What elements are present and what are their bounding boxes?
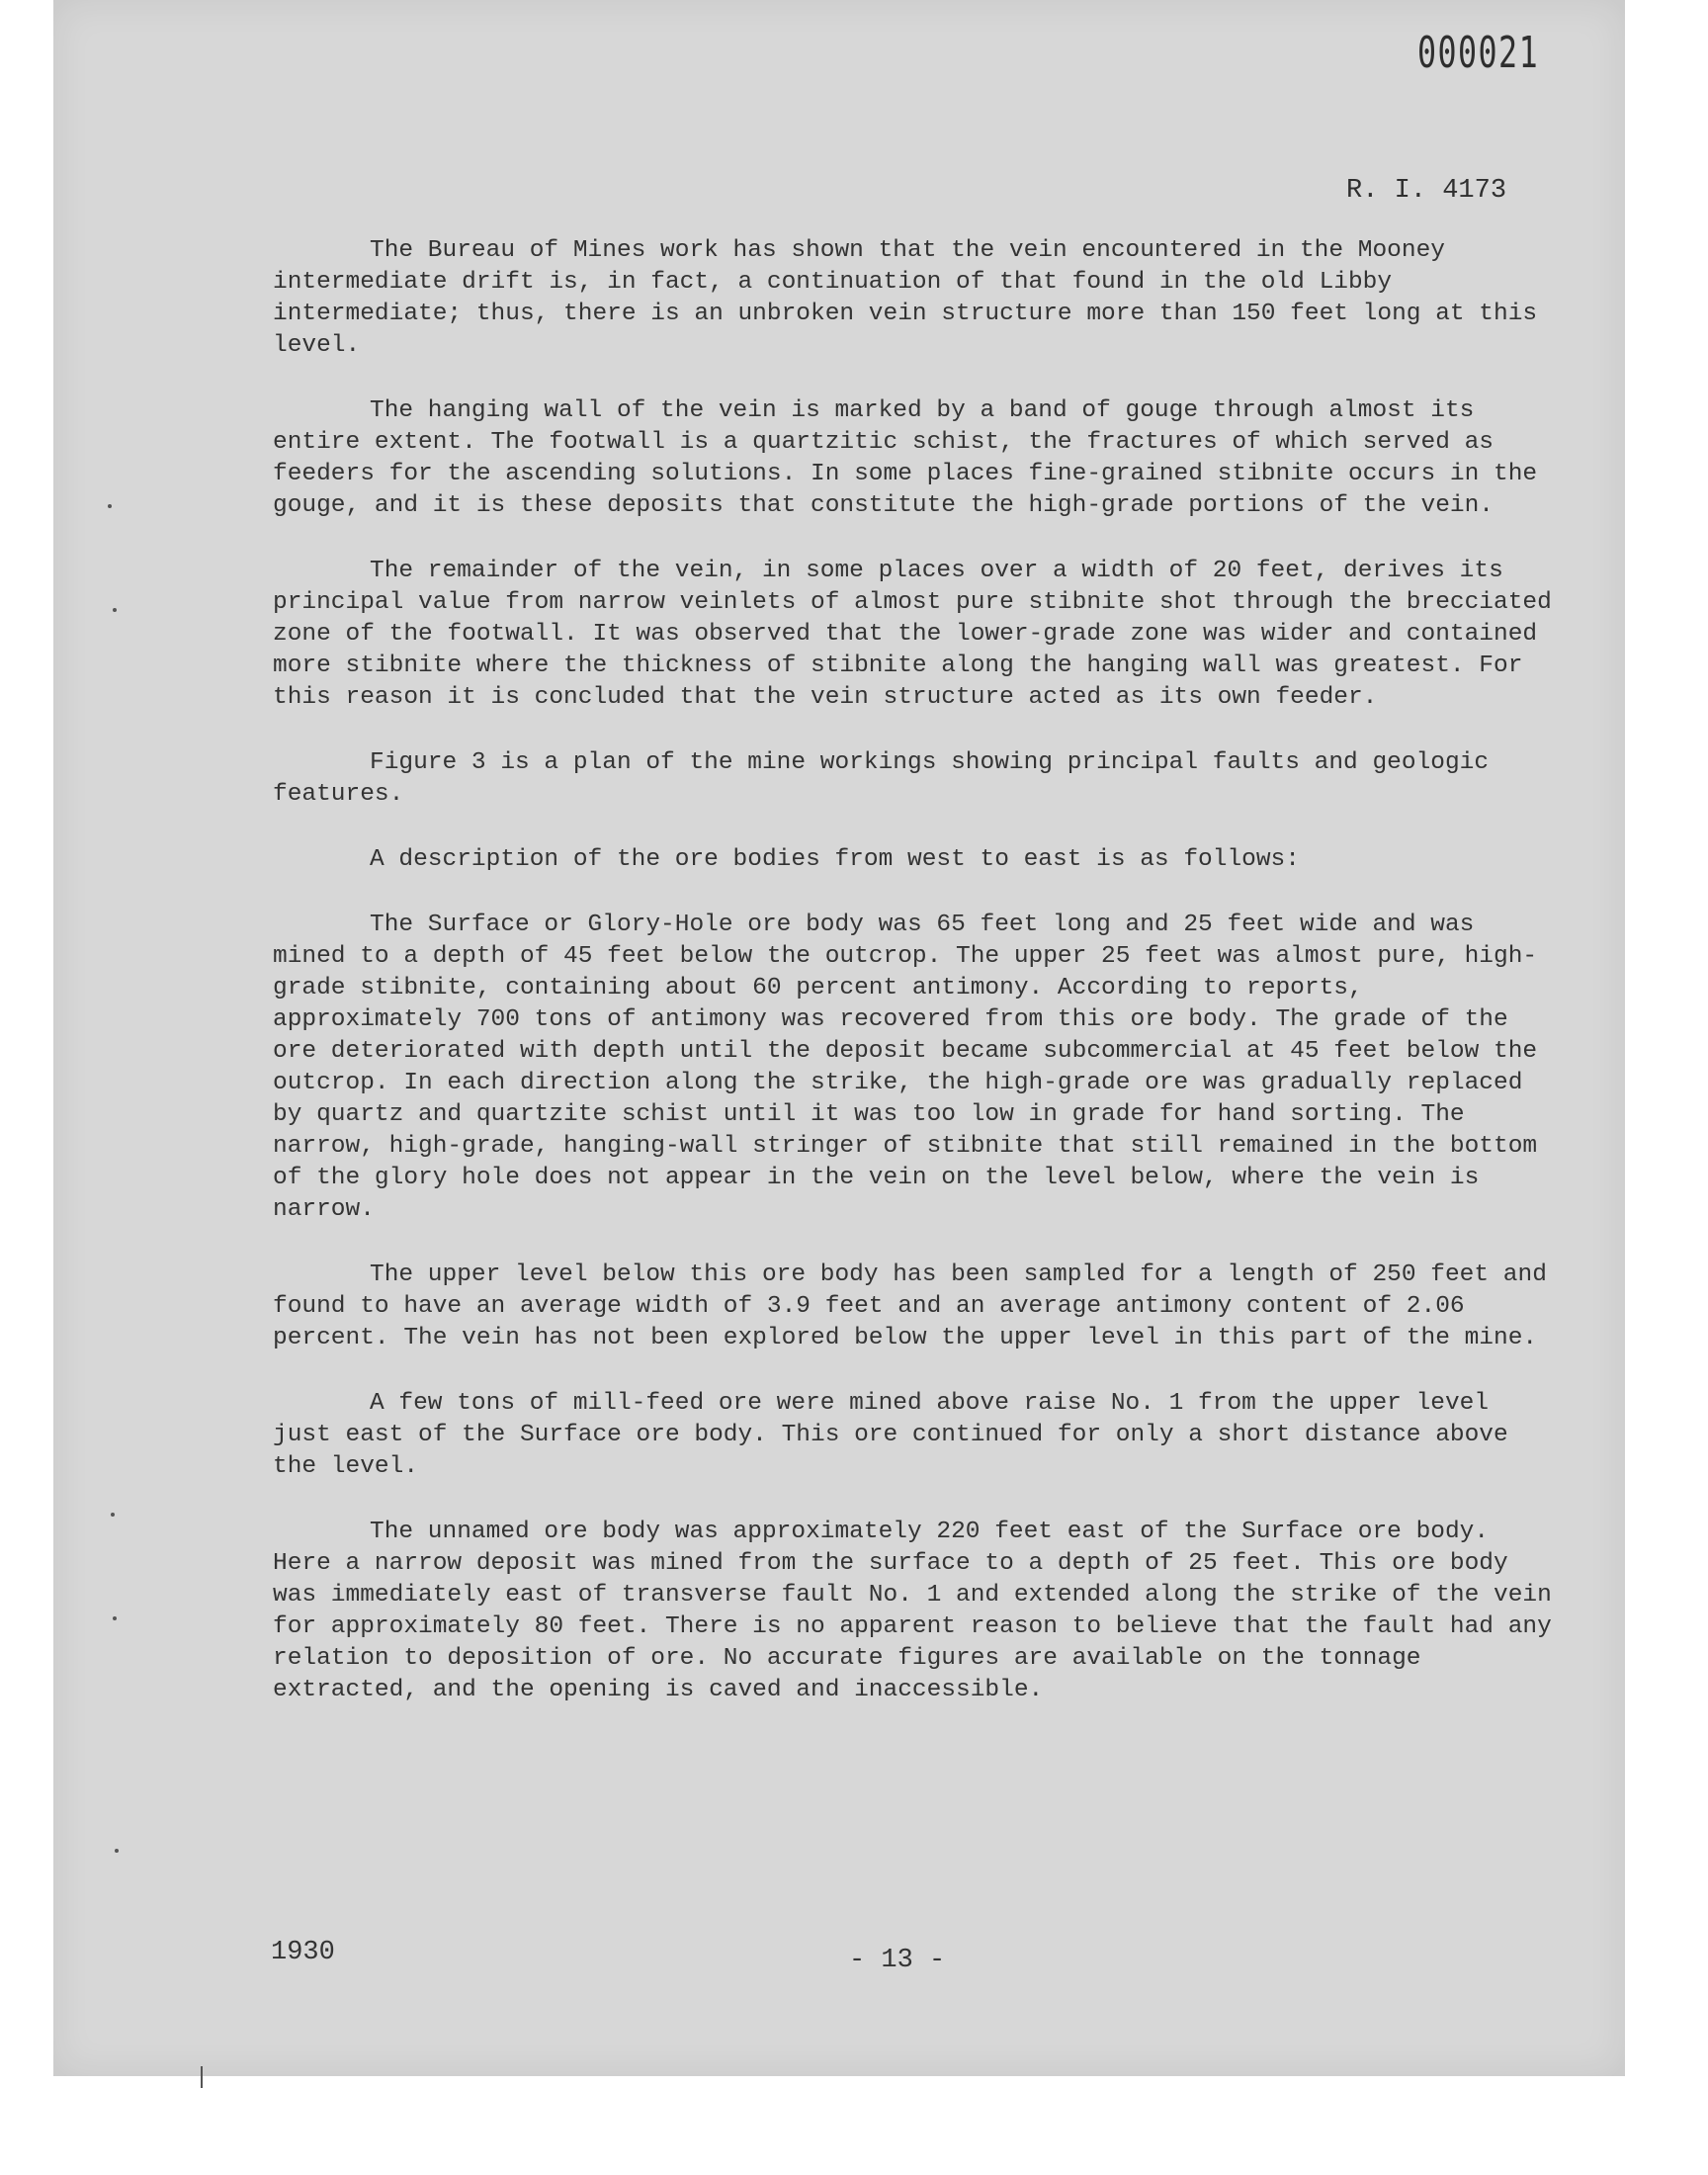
- paragraph-glory-hole: The Surface or Glory-Hole ore body was 65 feet long and 25 feet wide and was mined to a depth of 45 feet below the outcrop. The upper 25 feet was almost pure, high-grade stibnite, containing about 60 percent antimony. According to reports, approximately 700 tons of antimony was recovered from this ore body. The grade of the ore deteriorated with depth until the deposit became subcommercial at 45 feet below the outcrop. In each direction along the strike, the high-grade ore was gradually replaced by quartz and quartzite schist until it was too low in grade for hand sorting. The narrow, high-grade, hanging-wall stringer of stibnite that still remained in the bottom of the glory hole does not appear in the vein on the level below, where the vein is narrow.: [273, 912, 1538, 1223]
- report-number: R. I. 4173: [1346, 176, 1507, 206]
- scan-speck: [111, 1513, 115, 1517]
- scan-speck: [113, 1616, 117, 1620]
- paragraph-unnamed-ore-body: The unnamed ore body was approximately 220 feet east of the Surface ore body. Here a narrow deposit was mined from the surface to a depth of 25 feet. This ore body was immediately east of transverse fault No. 1 and extended along the strike of the vein for approximately 80 feet. There is no apparent reason to believe that the fault had any relation to deposition of ore. No accurate figures are available on the tonnage extracted, and the opening is caved and inaccessible.: [273, 1519, 1552, 1703]
- scan-edge-mark: [201, 2066, 203, 2088]
- paragraph-hanging-wall: The hanging wall of the vein is marked by a band of gouge through almost its entire extent. The footwall is a quartzitic schist, the fractures of which served as feeders for the ascending solutions. In some places fine-grained stibnite occurs in the gouge, and it is these deposits that constitute the high-grade portions of the vein.: [273, 397, 1538, 519]
- page-number: - 13 -: [849, 1946, 946, 1975]
- body-text: [273, 235, 1558, 1740]
- scan-speck: [108, 504, 112, 508]
- document-page: [53, 0, 1625, 2076]
- paragraph-upper-level: The upper level below this ore body has been sampled for a length of 250 feet and found to have an average width of 3.9 feet and an average antimony content of 2.06 percent. The vein has not been explored below the upper level in this part of the mine.: [273, 1262, 1547, 1351]
- paragraph-vein-continuation: The Bureau of Mines work has shown that the vein encountered in the Mooney intermediate drift is, in fact, a continuation of that found in the old Libby intermediate; thus, there is an unbroken vein structure more than 150 feet long at this level.: [273, 237, 1538, 359]
- paragraph-vein-remainder: The remainder of the vein, in some places over a width of 20 feet, derives its principal value from narrow veinlets of almost pure stibnite shot through the brecciated zone of the footwall. It was observed that the lower-grade zone was wider and contained more stibnite where the thickness of stibnite along the hanging wall was greatest. For this reason it is concluded that the vein structure acted as its own feeder.: [273, 558, 1552, 711]
- paragraph-mill-feed: A few tons of mill-feed ore were mined above raise No. 1 from the upper level just east of the Surface ore body. This ore continued for only a short distance above the level.: [273, 1390, 1508, 1480]
- paragraph-ore-bodies-intro: A description of the ore bodies from west to east is as follows:: [370, 846, 1300, 873]
- scan-speck: [115, 1849, 119, 1853]
- scan-speck: [113, 608, 117, 612]
- paragraph-figure-reference: Figure 3 is a plan of the mine workings showing principal faults and geologic features.: [273, 749, 1490, 808]
- footer-year: 1930: [271, 1938, 335, 1967]
- document-control-number: 000021: [1417, 28, 1540, 78]
